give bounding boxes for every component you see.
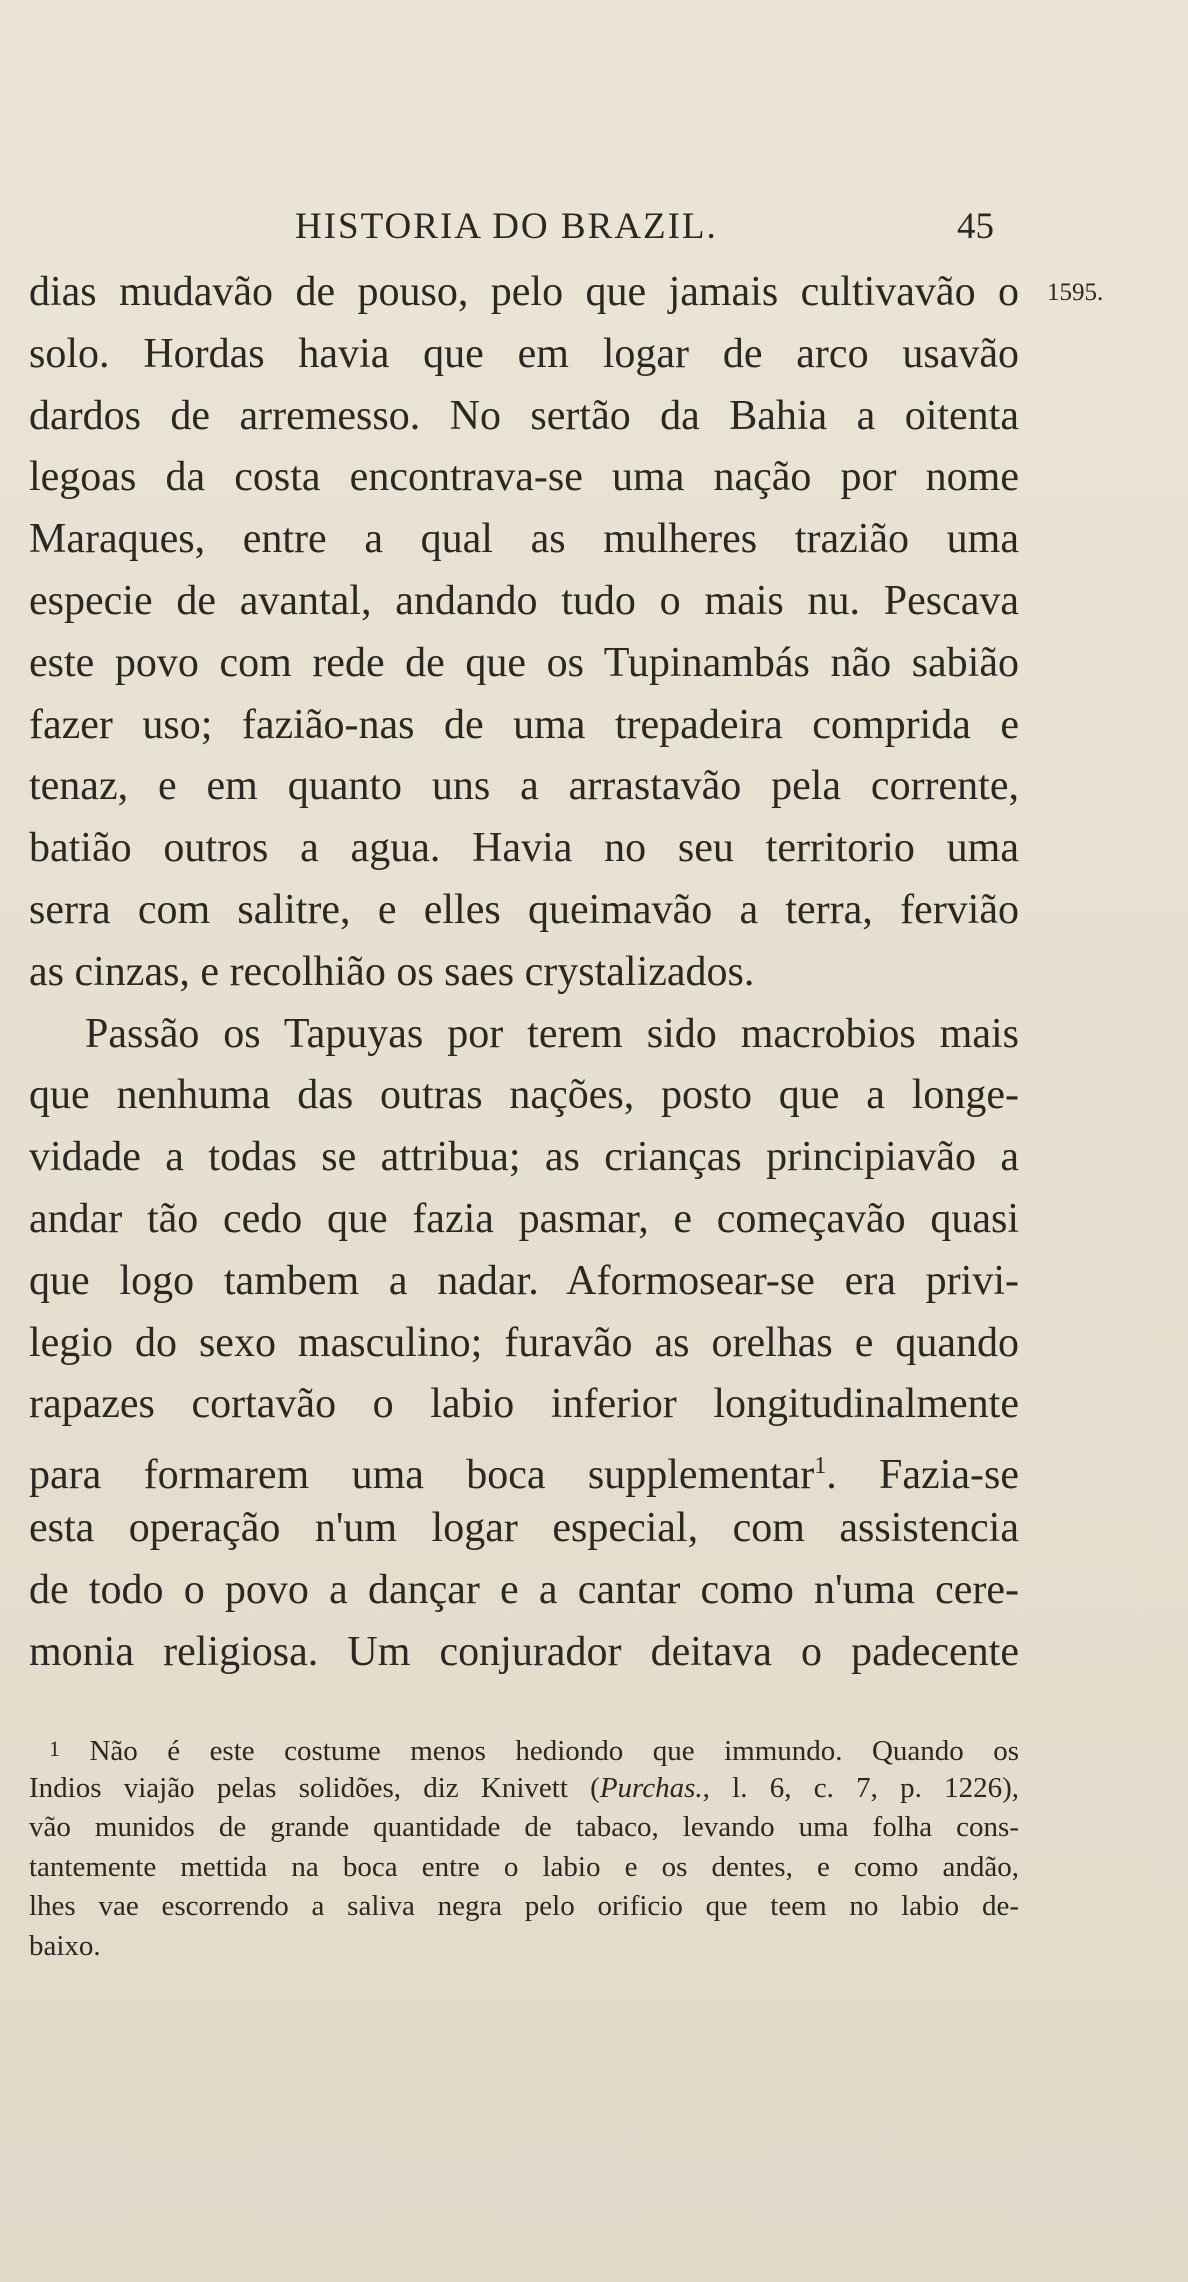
margin-year-note: 1595. — [1047, 279, 1104, 306]
footnote-line: tantemente mettida na boca entre o labio e os dentes, e como andão, — [29, 1850, 1019, 1883]
text-line-part: para formarem uma boca supplementar — [29, 1452, 815, 1499]
footnote-line: baixo. — [29, 1929, 101, 1962]
page-number: 45 — [957, 206, 994, 247]
footnote-line: vão munidos de grande quantidade de tabaco, levando uma folha cons- — [29, 1811, 1019, 1843]
footnote-text: Indios viajão pelas solidões, diz Knivett ( — [29, 1771, 600, 1804]
text-line: especie de avantal, andando tudo o mais nu. Pescava — [29, 577, 1019, 624]
text-line-part: . Fazia-se — [826, 1452, 1019, 1499]
text-line: legoas da costa encontrava-se uma nação por nome — [29, 454, 1019, 501]
text-line: serra com salitre, e elles queimavão a terra, fervião — [29, 886, 1019, 933]
footnote-text: , l. 6, c. 7, p. 1226), — [702, 1771, 1020, 1804]
running-title: HISTORIA DO BRAZIL. — [295, 206, 718, 247]
text-line: Passão os Tapuyas por terem sido macrobios mais — [85, 1010, 1019, 1057]
text-line: tenaz, e em quanto uns a arrastavão pela corrente, — [29, 763, 1019, 810]
text-line: dias mudavão de pouso, pelo que jamais cultivavão o — [29, 269, 1019, 315]
footnote-line — [29, 1769, 1019, 1809]
text-line: que nenhuma das outras nações, posto que a longe- — [29, 1072, 1019, 1119]
text-line: fazer uso; fazião-nas de uma trepadeira comprida e — [29, 701, 1019, 748]
text-line: rapazes cortavão o labio inferior longitudinalmente — [29, 1381, 1019, 1428]
footnote-marker: 1 — [49, 1736, 60, 1761]
footnote — [29, 1729, 1019, 1966]
text-line: este povo com rede de que os Tupinambás não sabião — [29, 639, 1019, 686]
text-line: esta operação n'um logar especial, com assistencia — [29, 1504, 1019, 1551]
text-line: que logo tambem a nadar. Aformosear-se era privi- — [29, 1257, 1019, 1304]
text-line: solo. Hordas havia que em logar de arco usavão — [29, 330, 1019, 377]
text-line: monia religiosa. Um conjurador deitava o padecente — [29, 1628, 1019, 1675]
text-line: vidade a todas se attribua; as crianças principiavão a — [29, 1134, 1019, 1181]
running-head — [0, 205, 1188, 253]
text-line: legio do sexo masculino; furavão as orelhas e quando — [29, 1319, 1019, 1366]
text-line: as cinzas, e recolhião os saes crystalizados. — [29, 948, 755, 995]
body-text — [29, 262, 1019, 1683]
text-line: batião outros a agua. Havia no seu territorio uma — [29, 825, 1019, 872]
footnote-line — [29, 1729, 1019, 1769]
text-line: andar tão cedo que fazia pasmar, e começavão quasi — [29, 1195, 1019, 1242]
citation-title: Purchas. — [599, 1771, 703, 1804]
text-line: dardos de arremesso. No sertão da Bahia a oitenta — [29, 392, 1019, 439]
footnote-text: Não é este costume menos hediondo que immundo. Quando os — [89, 1735, 1020, 1767]
footnote-reference[interactable]: 1 — [814, 1453, 827, 1480]
text-line-with-footnote-ref — [29, 1436, 1019, 1498]
text-line: de todo o povo a dançar e a cantar como n'uma cere- — [29, 1566, 1019, 1613]
footnote-line: lhes vae escorrendo a saliva negra pelo orificio que teem no labio de- — [29, 1890, 1019, 1922]
text-line: Maraques, entre a qual as mulheres trazião uma — [29, 516, 1019, 563]
